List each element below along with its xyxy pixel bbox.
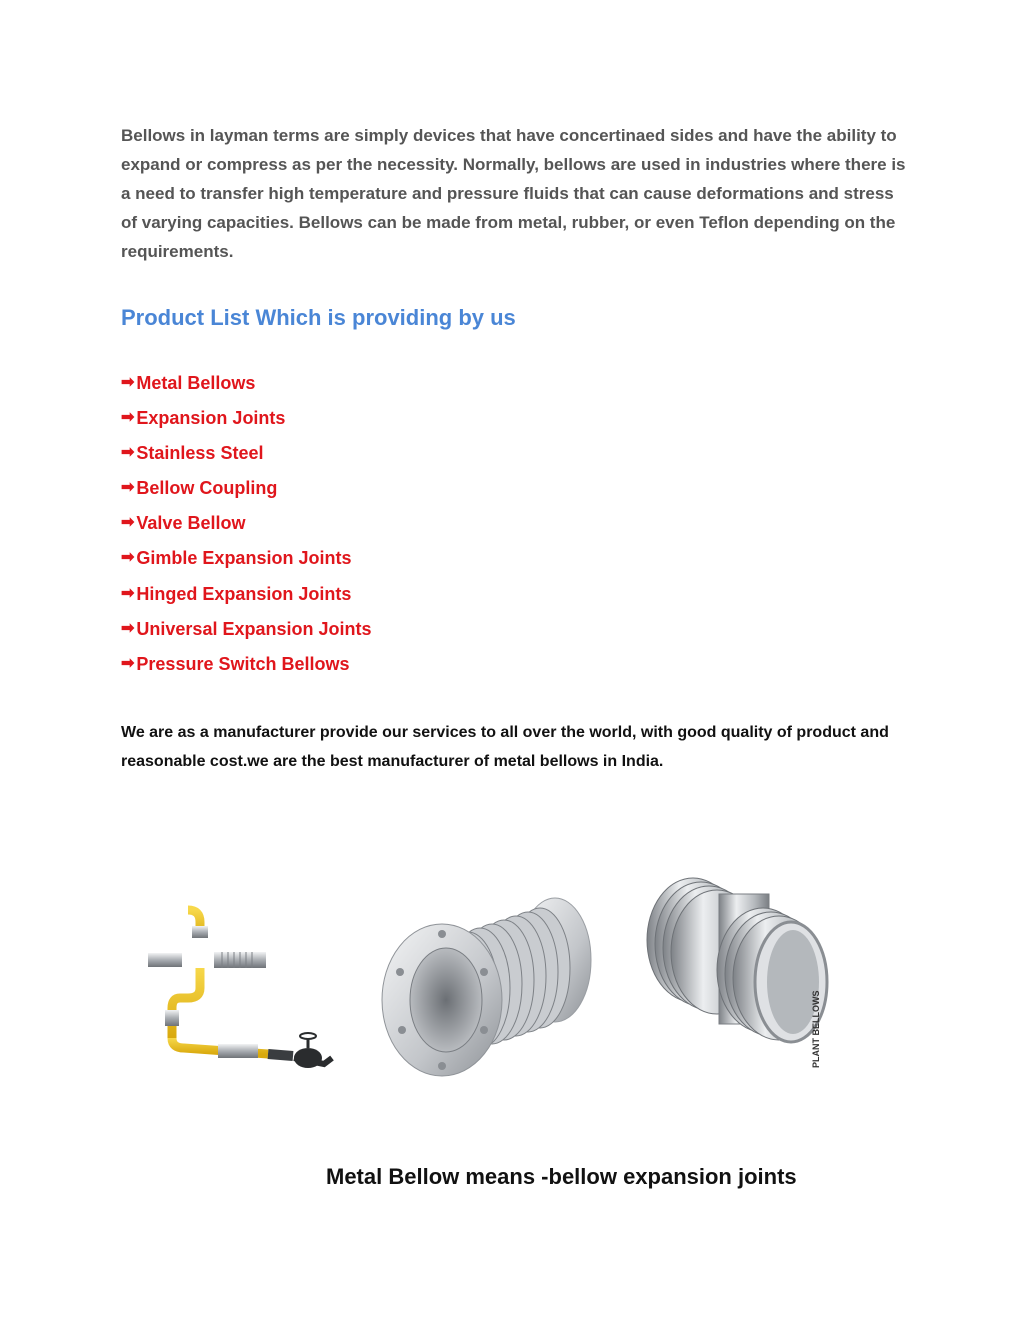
- image-caption: Metal Bellow means -bellow expansion joints: [326, 1164, 797, 1189]
- right-arrow-icon: ➡: [121, 409, 135, 427]
- list-item-label: Universal Expansion Joints: [136, 618, 372, 639]
- pipeline-with-bellows-image: [118, 898, 348, 1068]
- right-arrow-icon: ➡: [121, 514, 135, 532]
- right-arrow-icon: ➡: [121, 479, 135, 497]
- plant-bellows-logo: PLANT BELLOWS: [811, 990, 821, 1068]
- product-images: [118, 870, 878, 1090]
- right-arrow-icon: ➡: [121, 584, 135, 602]
- list-item-label: Hinged Expansion Joints: [136, 583, 352, 604]
- list-item: [121, 509, 371, 544]
- plant-bellows-coupling-image: [623, 870, 833, 1070]
- list-item-label: Pressure Switch Bellows: [136, 653, 350, 674]
- right-arrow-icon: ➡: [121, 374, 135, 391]
- list-item: [121, 474, 371, 509]
- list-item-label: Stainless Steel: [136, 443, 264, 464]
- list-item-label: Bellow Coupling: [136, 478, 278, 499]
- product-list-heading: Product List Which is providing by us: [121, 305, 516, 330]
- list-item: [121, 615, 371, 650]
- list-item-label: Metal Bellows: [136, 373, 256, 393]
- list-item: [121, 580, 371, 615]
- list-item: [121, 650, 371, 685]
- list-item: [121, 544, 371, 579]
- right-arrow-icon: ➡: [121, 654, 135, 672]
- product-list: [121, 369, 371, 685]
- right-arrow-icon: ➡: [121, 444, 135, 462]
- intro-paragraph: Bellows in layman terms are simply devices that have concertinaed sides and have the ability to expand or compress as per the necessity. Normally, bellows are used in industries where there is a need to transfer high temperature and pressure fluids that can cause deformations and stress of varying capacities. Bellows can be made from metal, rubber, or even Teflon depending on the requirements.: [121, 126, 906, 261]
- list-item-label: Gimble Expansion Joints: [136, 548, 352, 569]
- list-item-label: Valve Bellow: [136, 513, 246, 534]
- service-paragraph: We are as a manufacturer provide our services to all over the world, with good quality of product and reasonable cost.we are the best manufacturer of metal bellows in India.: [121, 724, 889, 770]
- list-item: [121, 369, 371, 404]
- list-item-label: Expansion Joints: [136, 408, 286, 429]
- right-arrow-icon: ➡: [121, 549, 135, 567]
- right-arrow-icon: ➡: [121, 619, 135, 637]
- flanged-expansion-joint-image: [380, 880, 610, 1080]
- list-item: [121, 404, 371, 439]
- list-item: [121, 439, 371, 474]
